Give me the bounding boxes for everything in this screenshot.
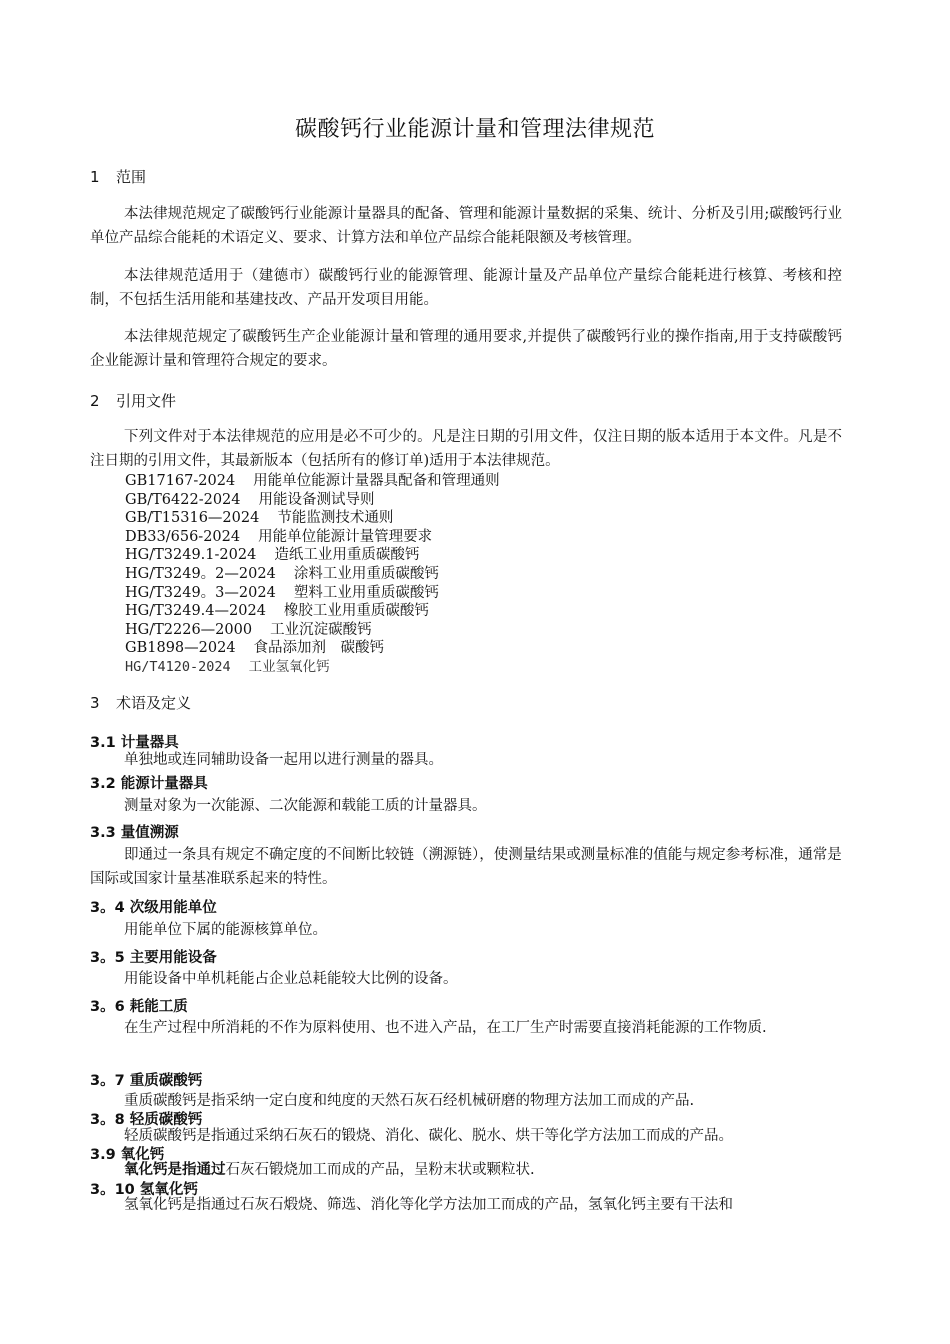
term-definition-text: 石灰石锻烧加工而成的产品，呈粉末状或颗粒状. [225, 1162, 535, 1178]
term-number: 3.2 [90, 776, 116, 792]
reference-item [125, 528, 500, 547]
term-heading-3-5 [90, 946, 217, 967]
term-title: 主要用能设备 [129, 950, 217, 966]
term-title: 量值溯源 [120, 825, 179, 841]
reference-code: HG/T3249.1-2024 [125, 547, 257, 564]
reference-name: 造纸工业用重质碳酸钙 [274, 547, 420, 564]
scope-paragraph-3: 本法律规范规定了碳酸钙生产企业能源计量和管理的通用要求,并提供了碳酸钙行业的操作指南,用于支持碳酸钙企业能源计量和管理符合规定的要求。 [90, 329, 842, 369]
term-number: 3.9 [90, 1147, 116, 1163]
reference-item [125, 509, 500, 528]
reference-item [125, 546, 500, 565]
section-2-heading [90, 390, 176, 411]
reference-name: 用能设备测试导则 [258, 491, 375, 508]
term-definition-3-9 [90, 1158, 842, 1182]
section-title: 范围 [116, 168, 147, 186]
section-title: 术语及定义 [116, 694, 192, 712]
reference-code: HG/T3249。2—2024 [125, 565, 276, 582]
reference-name: 塑料工业用重质碳酸钙 [293, 584, 439, 601]
term-number: 3。7 [90, 1073, 125, 1089]
reference-code: DB33/656-2024 [125, 528, 241, 545]
reference-item [125, 491, 500, 510]
term-title: 氢氧化钙 [139, 1182, 198, 1198]
reference-name: 食品添加剂 碳酸钙 [253, 640, 385, 657]
reference-list [125, 472, 500, 677]
reference-name: 节能监测技术通则 [277, 510, 394, 527]
document-title: 碳酸钙行业能源计量和管理法律规范 [294, 117, 655, 142]
term-number: 3.1 [90, 735, 116, 751]
term-definition-3-2: 测量对象为一次能源、二次能源和载能工质的计量器具。 [124, 798, 487, 814]
reference-code: HG/T2226—2000 [125, 621, 253, 638]
reference-name: 工业沉淀碳酸钙 [270, 621, 372, 638]
reference-name: 用能单位能源计量管理要求 [258, 528, 433, 545]
reference-name: 涂料工业用重质碳酸钙 [293, 565, 439, 582]
reference-code: GB1898—2024 [125, 640, 236, 657]
term-number: 3。8 [90, 1112, 125, 1128]
term-lead: 氧化钙是指通过 [124, 1162, 226, 1178]
term-definition-3-10: 氢氧化钙是指通过石灰石煅烧、筛选、消化等化学方法加工而成的产品，氢氧化钙主要有干法和 [124, 1197, 733, 1213]
section-number: 2 [90, 392, 100, 410]
term-heading-3-3 [90, 821, 179, 842]
term-heading-3-7 [90, 1069, 202, 1090]
scope-paragraph-1: 本法律规范规定了碳酸钙行业能源计量器具的配备、管理和能源计量数据的采集、统计、分析及引用;碳酸钙行业单位产品综合能耗的术语定义、要求、计算方法和单位产品综合能耗限额及考核管理。 [90, 206, 842, 246]
term-title: 轻质碳酸钙 [129, 1112, 203, 1128]
reference-item [125, 658, 500, 677]
term-heading-3-6 [90, 995, 188, 1016]
term-definition-3-7: 重质碳酸钙是指采纳一定白度和纯度的天然石灰石经机械研磨的物理方法加工而成的产品. [124, 1093, 695, 1109]
reference-code: HG/T3249。3—2024 [125, 584, 276, 601]
reference-code: GB/T15316—2024 [125, 510, 260, 527]
reference-code: GB/T6422-2024 [125, 491, 241, 508]
term-heading-3-2 [90, 772, 208, 793]
reference-name: 工业氢氧化钙 [248, 658, 330, 675]
reference-item [125, 602, 500, 621]
term-heading-3-4 [90, 896, 217, 917]
term-definition-3-3: 即通过一条具有规定不确定度的不间断比较链（溯源链），使测量结果或测量标准的值能与规定参考标准，通常是国际或国家计量基准联系起来的特性。 [90, 847, 842, 887]
term-definition-3-5: 用能设备中单机耗能占企业总耗能较大比例的设备。 [124, 971, 458, 987]
reference-code: HG/T3249.4—2024 [125, 603, 266, 620]
section-3-heading [90, 692, 191, 713]
reference-item [125, 639, 500, 658]
reference-name: 用能单位能源计量器具配备和管理通则 [253, 473, 500, 489]
reference-item [125, 621, 500, 640]
term-number: 3。4 [90, 900, 125, 916]
reference-item [125, 565, 500, 584]
term-number: 3。5 [90, 950, 125, 966]
section-1-heading [90, 166, 146, 187]
reference-item [125, 472, 500, 491]
section-number: 3 [90, 694, 100, 712]
reference-code: HG/T4120-2024 [125, 658, 231, 675]
term-definition-3-1: 单独地或连同辅助设备一起用以进行测量的器具。 [124, 752, 443, 768]
term-title: 计量器具 [120, 735, 179, 751]
term-number: 3。10 [90, 1182, 135, 1198]
reference-name: 橡胶工业用重质碳酸钙 [283, 603, 429, 620]
reference-code: GB17167-2024 [125, 473, 236, 489]
term-title: 次级用能单位 [129, 900, 217, 916]
term-definition-3-8: 轻质碳酸钙是指通过采纳石灰石的锻烧、消化、碳化、脱水、烘干等化学方法加工而成的产品。 [124, 1128, 733, 1144]
reference-item [125, 584, 500, 603]
section-title: 引用文件 [116, 392, 177, 410]
references-intro: 下列文件对于本法律规范的应用是必不可少的。凡是注日期的引用文件，仅注日期的版本适用于本文件。凡是不注日期的引用文件，其最新版本（包括所有的修订单)适用于本法律规范。 [90, 429, 842, 469]
scope-paragraph-2: 本法律规范适用于（建德市）碳酸钙行业的能源管理、能源计量及产品单位产量综合能耗进行核算、考核和控制，不包括生活用能和基建技改、产品开发项目用能。 [90, 268, 842, 308]
term-title: 能源计量器具 [120, 776, 208, 792]
section-number: 1 [90, 168, 100, 186]
term-title: 耗能工质 [129, 999, 188, 1015]
term-definition-3-6: 在生产过程中所消耗的不作为原料使用、也不进入产品，在工厂生产时需要直接消耗能源的工作物质. [124, 1020, 767, 1036]
term-number: 3.3 [90, 825, 116, 841]
term-definition-3-4: 用能单位下属的能源核算单位。 [124, 922, 327, 938]
term-title: 氧化钙 [120, 1147, 165, 1163]
term-number: 3。6 [90, 999, 125, 1015]
term-title: 重质碳酸钙 [129, 1073, 203, 1089]
